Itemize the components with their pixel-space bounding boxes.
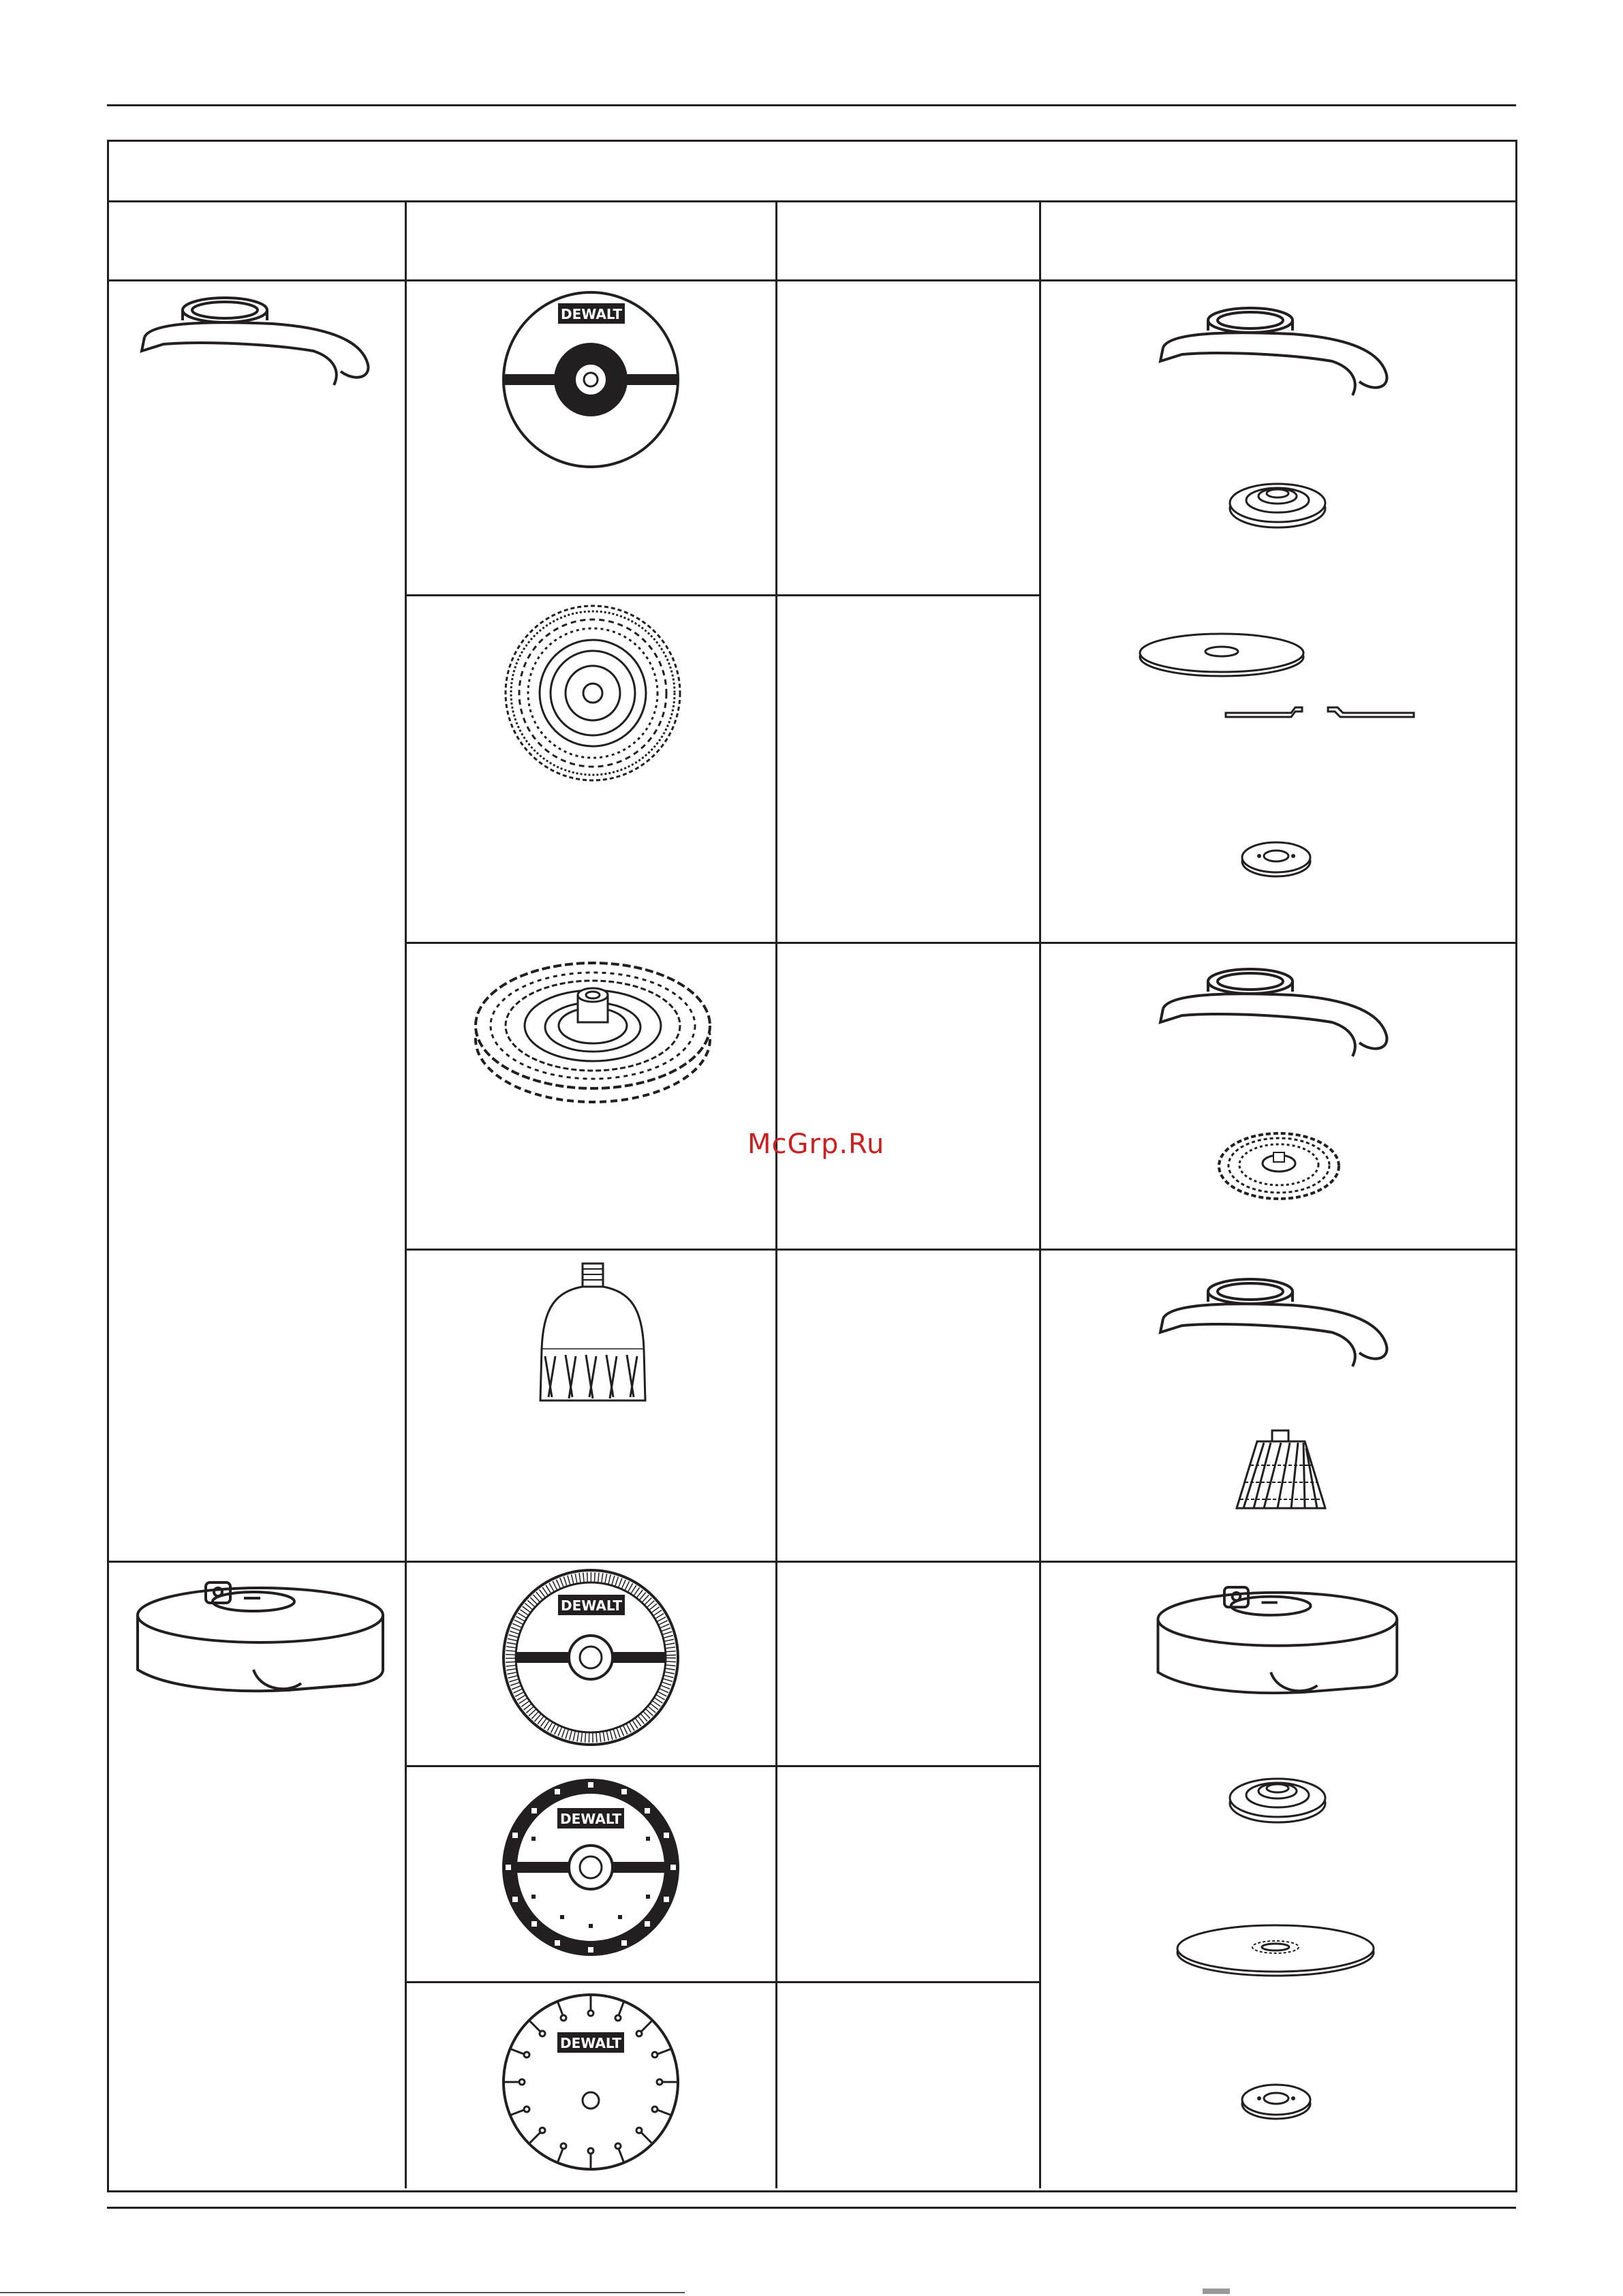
row-divider <box>406 594 1040 596</box>
row-divider <box>406 942 1515 944</box>
type1-guard-icon <box>136 290 375 392</box>
row-divider <box>406 1765 1040 1767</box>
row-divider <box>406 1249 1515 1251</box>
flat-disc-icon <box>1173 1918 1378 1980</box>
diamond-wheel-icon <box>501 1567 681 1748</box>
disc-cross-section-icon <box>1223 702 1417 722</box>
type1-guard-large-icon <box>1155 300 1393 402</box>
flat-disc-icon <box>1137 627 1307 678</box>
type1-guard-large-icon <box>1155 961 1393 1063</box>
dewalt-logo-text: DEWALT <box>561 306 622 322</box>
type1-guard-large-icon <box>1155 1271 1393 1373</box>
cup-brush-small-icon <box>1230 1428 1332 1513</box>
column-divider <box>405 200 407 2188</box>
dewalt-logo-text: DEWALT <box>560 2035 621 2051</box>
row-divider <box>406 1981 1040 1983</box>
column-divider <box>1039 200 1041 2188</box>
backing-flange-icon <box>1226 476 1329 530</box>
type27-guard-icon <box>1145 1571 1404 1707</box>
knot-wire-wheel-small-icon <box>1216 1128 1342 1203</box>
watermark: McGrp.Ru <box>747 1129 885 1160</box>
column-divider <box>775 200 777 2188</box>
top-rule <box>107 104 1516 106</box>
header-row-divider <box>107 279 1515 281</box>
clamp-nut-icon <box>1239 2075 1314 2123</box>
page-edge-line <box>0 2292 685 2293</box>
abrasive-wheel-icon <box>501 290 681 470</box>
dewalt-logo-text: DEWALT <box>561 1597 622 1614</box>
clamp-nut-icon <box>1239 833 1314 881</box>
serrated-blade-icon <box>499 1990 683 2174</box>
knot-wire-wheel-icon <box>470 951 715 1114</box>
title-row-divider <box>107 200 1515 202</box>
segmented-wheel-icon <box>499 1775 683 1959</box>
wire-wheel-flat-icon <box>501 603 685 784</box>
group-divider <box>107 1561 1515 1563</box>
bottom-rule <box>107 2207 1516 2209</box>
page-edge-mark <box>1203 2289 1230 2294</box>
backing-flange-icon <box>1226 1771 1329 1825</box>
dewalt-logo-text: DEWALT <box>560 1811 621 1827</box>
type27-guard-icon <box>124 1567 390 1704</box>
cup-brush-icon <box>535 1261 651 1424</box>
